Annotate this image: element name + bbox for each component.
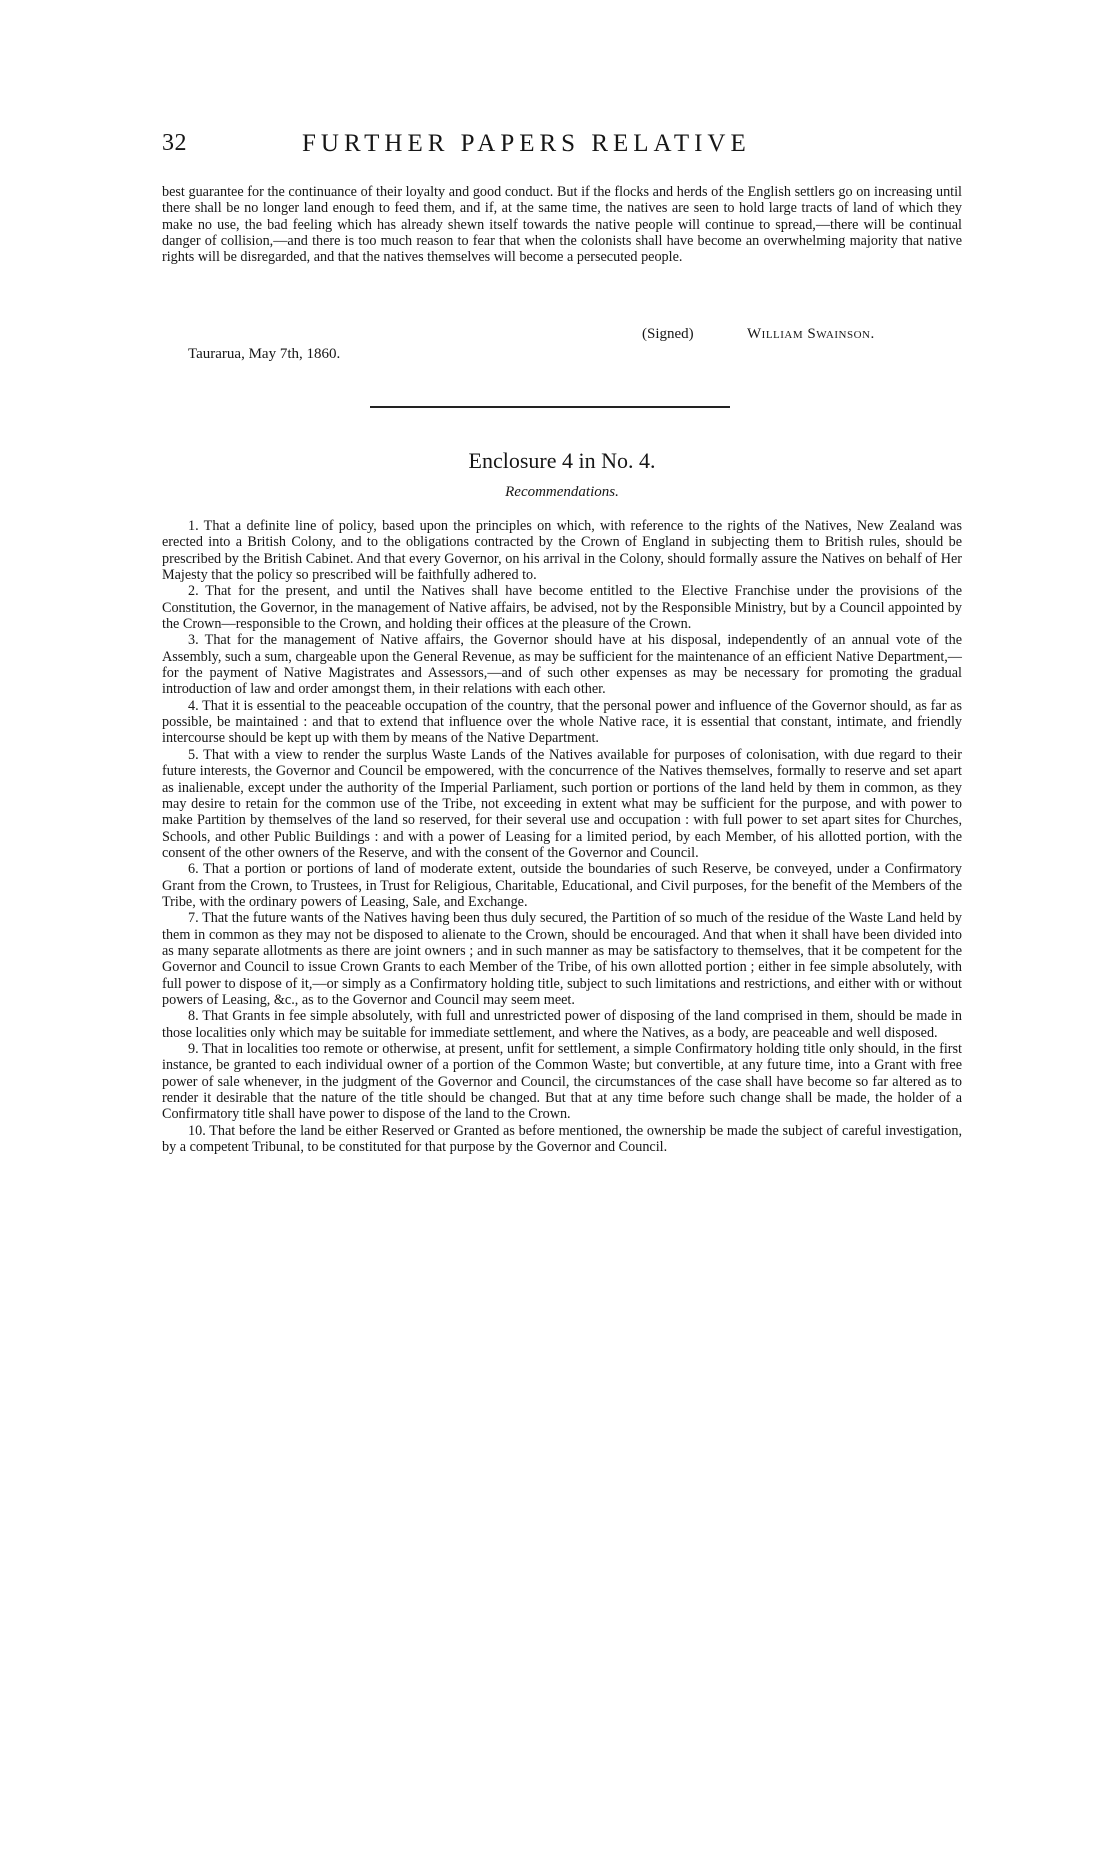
enclosure-subtitle: Recommendations. bbox=[505, 484, 619, 500]
recommendation-item: 2. That for the present, and until the Natives shall have become entitled to the Elective Franchise under the provisions of the Constitution, the Governor, in the management of Native affairs, be advised, not by the Responsible Ministry, but by a Council appointed by the Crown—responsible to the Crown, and holding their offices at the pleasure of the Crown. bbox=[162, 583, 962, 633]
continuation-paragraph bbox=[162, 184, 962, 266]
recommendation-item: 4. That it is essential to the peaceable occupation of the country, that the personal power and influence of the Governor should, as far as possible, be maintained : and that to extend that influence over the whole Native race, it is essential that constant, intimate, and friendly intercourse should be kept up with them by means of the Native Department. bbox=[162, 697, 962, 747]
recommendation-item: 10. That before the land be either Reserved or Granted as before mentioned, the ownership be made the subject of careful investigation, by a competent Tribunal, to be constituted for that purpose by the Governor and Council. bbox=[162, 1122, 962, 1156]
recommendation-item: 1. That a definite line of policy, based upon the principles on which, with reference to the rights of the Natives, New Zealand was erected into a British Colony, and to the obligations contracted by the Crown of England in subjecting them to British rules, should be prescribed by the British Cabinet. And that every Governor, on his arrival in the Colony, should formally assure the Natives on behalf of Her Majesty that the policy so prescribed will be faithfully adhered to. bbox=[162, 518, 962, 584]
continuation-text: best guarantee for the continuance of their loyalty and good conduct. But if the flocks and herds of the English settlers go on increasing until there shall be no longer land enough to feed them, and if, at the same time, the natives are seen to hold large tracts of land of which they make no use, the bad feeling which has already shewn itself towards the native people will continue to spread,—there will be continual danger of collision,—and there is too much reason to fear that when the colonists shall have become an overwhelming majority that native rights will be disregarded, and that the natives themselves will become a persecuted people. bbox=[162, 184, 962, 266]
page-number: 32 bbox=[162, 130, 187, 156]
page-header bbox=[162, 130, 962, 164]
recommendation-item: 3. That for the management of Native affairs, the Governor should have at his disposal, independently of an annual vote of the Assembly, such a sum, chargeable upon the General Revenue, as may be sufficient for the maintenance of an efficient Native Department,—for the payment of Native Magistrates and Assessors,—and of such other expenses as may be necessary for promoting the gradual introduction of law and order amongst them, in their relations with each other. bbox=[162, 632, 962, 698]
recommendation-item: 8. That Grants in fee simple absolutely, with full and unrestricted power of disposing of the land comprised in them, should be made in those localities only which may be suitable for immediate settlement, and where the Natives, as a body, are peaceable and well disposed. bbox=[162, 1008, 962, 1041]
recommendation-item: 9. That in localities too remote or otherwise, at present, unfit for settlement, a simple Confirmatory holding title only should, in the first instance, be granted to each individual owner of a portion of the Common Waste; but convertible, at any future time, into a Grant with free power of sale whenever, in the judgment of the Governor and Council, the circumstances of the case shall have become so far altered as to render it desirable that the nature of the title should be changed. But that at any time before such change shall be made, the holder of a Confirmatory title shall have power to dispose of the land to the Crown. bbox=[162, 1041, 962, 1123]
running-title: FURTHER PAPERS RELATIVE bbox=[302, 130, 751, 157]
recommendation-item: 7. That the future wants of the Natives having been thus duly secured, the Partition of so much of the residue of the Waste Land held by them in common as they may not be disposed to alienate to the Crown, should be encouraged. And that when it shall have been divided into as many separate allotments as there are joint owners ; and in such manner as may be satisfactory to themselves, that it be competent for the Governor and Council to issue Crown Grants to each Member of the Tribe, of his own allotted portion ; either in fee simple absolutely, with full power to dispose of it,—or simply as a Confirmatory holding title, subject to such limitations and restrictions, and either with or without powers of Leasing, &c., as to the Governor and Council may seem meet. bbox=[162, 910, 962, 1008]
signed-label: (Signed) bbox=[642, 326, 694, 342]
signature-block bbox=[162, 326, 962, 366]
recommendations-list bbox=[162, 518, 962, 1155]
signer-name: William Swainson. bbox=[747, 326, 875, 342]
enclosure-title: Enclosure 4 in No. 4. bbox=[468, 448, 656, 473]
recommendation-item: 6. That a portion or portions of land of moderate extent, outside the boundaries of such Reserve, be conveyed, under a Confirmatory Grant from the Crown, to Trustees, in Trust for Religious, Charitable, Educational, and Civil purposes, for the benefit of the Members of the Tribe, with the ordinary powers of Leasing, Sale, and Exchange. bbox=[162, 861, 962, 910]
place-date: Taurarua, May 7th, 1860. bbox=[188, 346, 341, 362]
section-divider bbox=[370, 406, 730, 408]
recommendation-item: 5. That with a view to render the surplus Waste Lands of the Natives available for purposes of colonisation, with due regard to their future interests, the Governor and Council be empowered, with the concurrence of the Natives themselves, formally to reserve and set apart as inalienable, except under the authority of the Imperial Parliament, such portion or portions of the land held by them in common, as they may desire to retain for the common use of the Tribe, not exceeding in extent what may be sufficient for the purpose, and with power to make Partition by themselves of the land so reserved, for their several use and occupation : with full power to set apart sites for Churches, Schools, and other Public Buildings : and with a power of Leasing for a limited period, by each Member, of his allotted portion, with the consent of the other owners of the Reserve, and with the consent of the Governor and Council. bbox=[162, 746, 962, 861]
